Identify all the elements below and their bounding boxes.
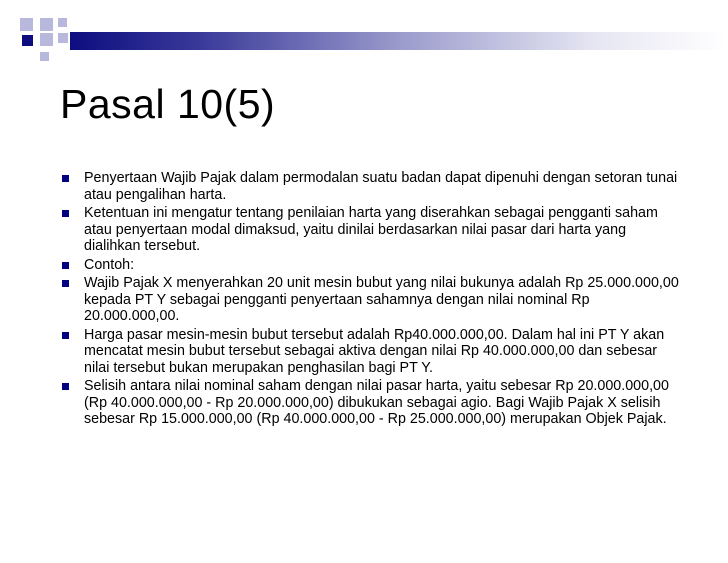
list-item-text: Wajib Pajak X menyerahkan 20 unit mesin bubut yang nilai bukunya adalah Rp 25.000.000,00 kepada PT Y sebagai pengganti penyertaan sahamnya dengan nilai nominal Rp 20.000.000,00. [84, 275, 679, 324]
decor-square [20, 18, 33, 31]
decor-square [58, 33, 68, 43]
list-item [62, 378, 682, 428]
decor-square [40, 52, 49, 61]
header-gradient-bar [70, 32, 726, 50]
list-item [62, 205, 682, 255]
square-bullet-icon [62, 262, 69, 269]
square-bullet-icon [62, 383, 69, 390]
list-item [62, 170, 682, 203]
decor-square [40, 33, 53, 46]
list-item [62, 275, 682, 325]
list-item [62, 257, 682, 274]
decor-square [58, 18, 67, 27]
list-item-text: Penyertaan Wajib Pajak dalam permodalan suatu badan dapat dipenuhi dengan setoran tunai atau pengalihan harta. [84, 170, 678, 203]
list-item-text: Harga pasar mesin-mesin bubut tersebut adalah Rp40.000.000,00. Dalam hal ini PT Y akan mencatat mesin bubut tersebut sebagai aktiva dengan nilai Rp 40.000.000,00 dan sebesar nilai tersebut bukan merupakan penghasilan bagi PT Y. [84, 326, 665, 376]
bullet-list [62, 170, 682, 430]
list-item-text: Contoh: [84, 256, 135, 273]
square-bullet-icon [62, 280, 69, 287]
square-bullet-icon [62, 175, 69, 182]
decor-square [40, 18, 53, 31]
list-item [62, 327, 682, 377]
square-bullet-icon [62, 210, 69, 217]
square-bullet-icon [62, 332, 69, 339]
slide-title: Pasal 10(5) [60, 81, 276, 127]
list-item-text: Selisih antara nilai nominal saham dengan nilai pasar harta, yaitu sebesar Rp 20.000.000,00 (Rp 40.000.000,00 - Rp 20.000.000,00) dibukukan sebagai agio. Bagi Wajib Pajak X selisih sebesar Rp 15.000.000,00 (Rp 40.000.000,00 - Rp 25.000.000,00) merupakan Objek Pajak. [84, 378, 669, 427]
decor-square [22, 35, 33, 46]
slide-header-decoration [0, 0, 728, 70]
list-item-text: Ketentuan ini mengatur tentang penilaian harta yang diserahkan sebagai pengganti saham atau penyertaan modal dimaksud, yaitu dinilai berdasarkan nilai pasar dari harta yang dialihkan tersebut. [84, 205, 658, 254]
